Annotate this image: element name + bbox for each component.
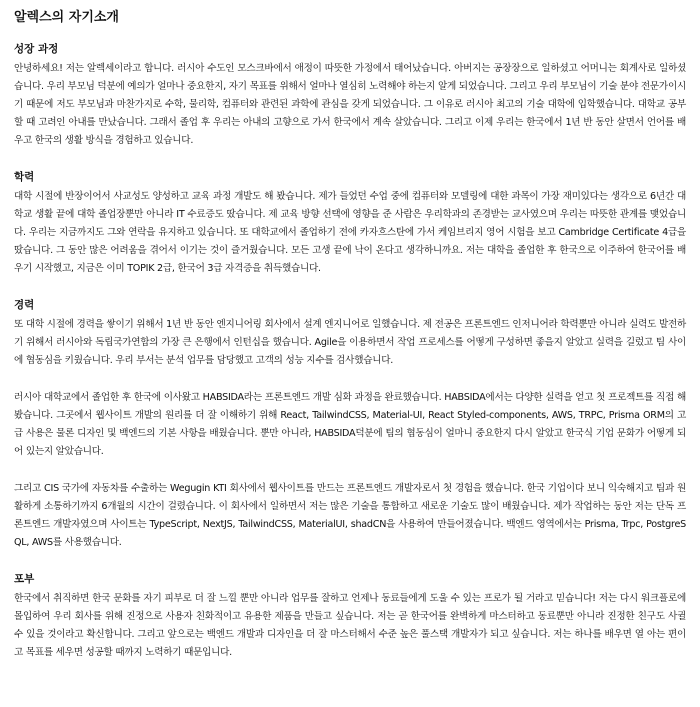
section-heading-aspiration: 포부 <box>14 573 35 585</box>
section-education <box>14 170 686 278</box>
section-heading-growth: 성장 과정 <box>14 43 59 55</box>
growth-paragraph: 안녕하세요! 저는 알렉세이라고 합니다. 러시아 수도인 모스크바에서 애정이 따뜻한 가정에서 태어났습니다. 아버지는 공장장으로 일하셨고 어머니는 회계사로 일하셨습니다. 우리 부모님 덕분에 예의가 얼마나 중요한지, 자기 목표를 위해서 얼마나 열심히 노력해야 하는지 알게 되었습니다. 그리고 우리 부모님이 기술 분야 전문가이시기 때문에 저도 부모님과 마찬가지로 수학, 물리학, 컴퓨터와 관련된 과학에 관심을 갖게 되었습니다. 그 이유로 러시아 최고의 기술 대학에 입학했습니다. 대학교 공부할 때 고려인 아내를 만났습니다. 그래서 졸업 후 우리는 아내의 고향으로 가서 한국에서 계속 살았습니다. 그리고 이제 우리는 한국에서 1년 반 동안 살면서 언어를 배우고 한국의 생활 방식을 경험하고 있습니다. <box>14 63 686 146</box>
page-title: 알렉스의 자기소개 <box>14 10 119 25</box>
career-paragraph-wegugin: 그리고 CIS 국가에 자동차를 수출하는 Wegugin KTI 회사에서 웹사이트를 만드는 프론트엔드 개발자로서 첫 경험을 했습니다. 한국 기업이다 보니 익숙해지고 팀과 원활하게 소통하기까지 6개월의 시간이 걸렸습니다. 이 회사에서 일하면서 저는 많은 기술을 통합하고 새로운 기술도 많이 배웠습니다. 제가 작업하는 동안 저는 단독 프론트엔드 개발자였으며 사이트는 TypeScript, NextJS, TailwindCSS, MaterialUI, shadCN을 사용하여 만들어졌습니다. 백엔드 영역에서는 Prisma, Trpc, PostgreSQL, AWS를 사용했습니다. <box>14 483 686 548</box>
section-heading-career: 경력 <box>14 299 35 311</box>
career-paragraph-internship: 또 대학 시절에 경력을 쌓이기 위해서 1년 반 동안 엔지니어링 회사에서 설계 엔지니어로 일했습니다. 제 전공은 프론트엔드 인저니어라 학력뿐만 아니라 실력도 발전하기 위해서 러시아와 독립국가연합의 가장 큰 은행에서 인턴십을 했습니다. Agile을 이용하면서 작업 프로세스를 어떻게 구성하면 좋을지 알았고 실력을 길렀고 팀 사이에 협동심을 키웠습니다. 우리 부서는 분석 업무를 담당했고 고객의 성능 지수를 검사했습니다. <box>14 319 686 366</box>
aspiration-paragraph: 한국에서 취직하면 한국 문화를 자기 피부로 더 잘 느낄 뿐만 아니라 업무를 잘하고 언제나 동료들에게 도울 수 있는 프로가 될 거라고 믿습니다! 저는 다시 워크플로에 몰입하여 우리 회사를 위해 진정으로 사용자 친화적이고 유용한 제품을 만들고 싶습니다. 저는 곧 한국어를 완벽하게 마스터하고 동료뿐만 아니라 진정한 친구도 사귈 수 있을 것이라고 확신합니다. 그리고 앞으로는 백엔드 개발과 디자인을 더 잘 마스터해서 수준 높은 풀스택 개발자가 되고 싶습니다. 저는 하나를 배우면 열 아는 편이고 목표를 세우면 성공할 때까지 노력하기 때문입니다. <box>14 593 686 658</box>
career-paragraph-habsida: 러시아 대학교에서 졸업한 후 한국에 이사왔고 HABSIDA라는 프론트엔드 개발 심화 과정을 완료했습니다. HABSIDA에서는 다양한 실력을 얻고 첫 프로젝트를 직접 해 봤습니다. 그곳에서 웹사이트 개발의 원리를 더 잘 이해하기 위해 React, TailwindCSS, Material-UI, React Styled-components, AWS, TRPC, Prisma ORM의 고급 사용은 물론 디자인 및 백엔드의 기본 사항을 배웠습니다. 뿐만 아니라, HABSIDA덕분에 팀의 협동심이 얼마니 중요한지 다시 알았고 한국식 기업 문화가 어떻게 되어 있는지 알았습니다. <box>14 392 686 457</box>
section-aspiration <box>14 572 686 662</box>
section-growth <box>14 42 686 150</box>
section-heading-education: 학력 <box>14 171 35 183</box>
education-paragraph: 대학 시절에 반장이어서 사교성도 양성하고 교육 과정 개발도 해 봤습니다. 제가 들었던 수업 중에 컴퓨터와 모델링에 대한 과목이 가장 재미있다는 생각으로 6년간 대학교 생활 끝에 대학 졸업장뿐만 아니라 IT 수료증도 땄습니다. 제 교육 방향 선택에 영향을 준 사람은 우리학과의 존경받는 교사였으며 우리는 따뜻한 관계를 맺었습니다. 우리는 지금까지도 그와 연락을 유지하고 있습니다. 또 대학교에서 졸업하기 전에 카자흐스탄에 가서 케임브리지 영어 시험을 보고 Cambridge Certificate 4급을 땄습니다. 그 동안 많은 어려움을 겪어서 이기는 것이 즐거웠습니다. 모든 고생 끝에 낙이 온다고 생각하니까요. 저는 대학을 졸업한 후 한국으로 이주하여 한국어를 배우기 시작했고, 지금은 이미 TOPIK 2급, 한국어 3급 자격증을 취득했습니다. <box>14 191 686 274</box>
section-career <box>14 298 686 552</box>
